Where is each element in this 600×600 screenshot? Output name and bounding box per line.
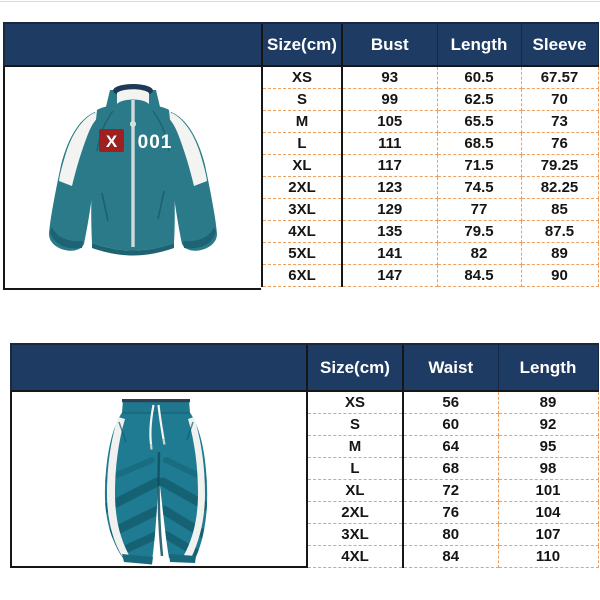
size-cell: 6XL xyxy=(262,265,342,287)
measurement-cell: 147 xyxy=(342,265,437,287)
measurement-cell: 62.5 xyxy=(437,89,521,111)
measurement-cell: 76 xyxy=(521,133,598,155)
size-cell: L xyxy=(262,133,342,155)
size-cell: 5XL xyxy=(262,243,342,265)
size-cell: 4XL xyxy=(307,546,403,568)
measurement-cell: 89 xyxy=(498,391,598,414)
size-cell: 3XL xyxy=(262,199,342,221)
jacket-right-sleeve xyxy=(168,112,217,251)
pants-waistband-navy-edge xyxy=(122,399,190,402)
measurement-cell: 64 xyxy=(403,436,498,458)
pants-size-table xyxy=(306,343,599,568)
measurement-cell: 111 xyxy=(342,133,437,155)
measurement-cell: 92 xyxy=(498,414,598,436)
table-row xyxy=(262,89,598,111)
measurement-cell: 135 xyxy=(342,221,437,243)
table-row xyxy=(262,243,598,265)
measurement-cell: 123 xyxy=(342,177,437,199)
jacket-table-body xyxy=(262,66,598,287)
player-number: 001 xyxy=(137,132,173,153)
measurement-cell: 82.25 xyxy=(521,177,598,199)
measurement-cell: 84 xyxy=(403,546,498,568)
column-header-size: Size(cm) xyxy=(262,23,342,66)
table-row xyxy=(307,480,598,502)
size-cell: 3XL xyxy=(307,524,403,546)
size-cell: XL xyxy=(262,155,342,177)
measurement-cell: 80 xyxy=(403,524,498,546)
table-row xyxy=(262,265,598,287)
measurement-cell: 101 xyxy=(498,480,598,502)
measurement-cell: 99 xyxy=(342,89,437,111)
table-row xyxy=(307,458,598,480)
measurement-cell: 72 xyxy=(403,480,498,502)
size-cell: S xyxy=(262,89,342,111)
table-row xyxy=(262,177,598,199)
measurement-cell: 105 xyxy=(342,111,437,133)
size-cell: L xyxy=(307,458,403,480)
table-row xyxy=(307,436,598,458)
column-header-length: Length xyxy=(498,344,598,391)
size-cell: M xyxy=(307,436,403,458)
size-cell: XS xyxy=(307,391,403,414)
size-cell: M xyxy=(262,111,342,133)
pants-image-cell xyxy=(10,392,306,568)
measurement-cell: 87.5 xyxy=(521,221,598,243)
table-row xyxy=(262,66,598,89)
measurement-cell: 107 xyxy=(498,524,598,546)
jacket-image-cell xyxy=(3,67,261,290)
table-row xyxy=(262,111,598,133)
jacket-left-sleeve xyxy=(49,112,98,251)
size-cell: XS xyxy=(262,66,342,89)
table-row xyxy=(262,199,598,221)
size-cell: XL xyxy=(307,480,403,502)
measurement-cell: 67.57 xyxy=(521,66,598,89)
measurement-cell: 76 xyxy=(403,502,498,524)
measurement-cell: 89 xyxy=(521,243,598,265)
measurement-cell: 85 xyxy=(521,199,598,221)
table-row xyxy=(307,414,598,436)
measurement-cell: 71.5 xyxy=(437,155,521,177)
jacket-size-table xyxy=(261,22,599,287)
measurement-cell: 74.5 xyxy=(437,177,521,199)
measurement-cell: 93 xyxy=(342,66,437,89)
top-divider-line xyxy=(0,1,600,2)
measurement-cell: 141 xyxy=(342,243,437,265)
measurement-cell: 84.5 xyxy=(437,265,521,287)
size-cell: 2XL xyxy=(262,177,342,199)
measurement-cell: 79.25 xyxy=(521,155,598,177)
column-header-bust: Bust xyxy=(342,23,437,66)
measurement-cell: 90 xyxy=(521,265,598,287)
measurement-cell: 68.5 xyxy=(437,133,521,155)
pants-header-empty-cell xyxy=(10,343,306,392)
table-row xyxy=(307,524,598,546)
table-row xyxy=(262,155,598,177)
size-cell: S xyxy=(307,414,403,436)
table-row xyxy=(307,391,598,414)
table-row xyxy=(262,133,598,155)
measurement-cell: 129 xyxy=(342,199,437,221)
table-row xyxy=(262,221,598,243)
measurement-cell: 65.5 xyxy=(437,111,521,133)
patch-letter: X xyxy=(105,132,118,151)
measurement-cell: 56 xyxy=(403,391,498,414)
pants-table-header xyxy=(307,344,598,391)
measurement-cell: 104 xyxy=(498,502,598,524)
measurement-cell: 60.5 xyxy=(437,66,521,89)
measurement-cell: 70 xyxy=(521,89,598,111)
measurement-cell: 98 xyxy=(498,458,598,480)
table-row xyxy=(307,502,598,524)
jacket-table-header xyxy=(262,23,598,66)
jacket-image xyxy=(5,67,261,288)
measurement-cell: 68 xyxy=(403,458,498,480)
jacket-header-empty-cell xyxy=(3,22,261,67)
measurement-cell: 95 xyxy=(498,436,598,458)
size-cell: 2XL xyxy=(307,502,403,524)
column-header-sleeve: Sleeve xyxy=(521,23,598,66)
measurement-cell: 79.5 xyxy=(437,221,521,243)
size-cell: 4XL xyxy=(262,221,342,243)
measurement-cell: 82 xyxy=(437,243,521,265)
measurement-cell: 77 xyxy=(437,199,521,221)
table-row xyxy=(307,546,598,568)
measurement-cell: 110 xyxy=(498,546,598,568)
column-header-length: Length xyxy=(437,23,521,66)
column-header-waist: Waist xyxy=(403,344,498,391)
pants-image xyxy=(12,392,306,565)
pants-table-body xyxy=(307,391,598,568)
column-header-size: Size(cm) xyxy=(307,344,403,391)
measurement-cell: 73 xyxy=(521,111,598,133)
measurement-cell: 60 xyxy=(403,414,498,436)
measurement-cell: 117 xyxy=(342,155,437,177)
